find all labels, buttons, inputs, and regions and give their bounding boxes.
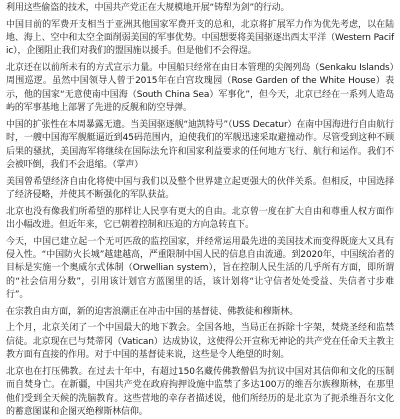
paragraph-8: 在宗教自由方面，新的迫害浪潮正在冲击中国的基督徒、佛教徒和穆斯林。 bbox=[6, 306, 299, 317]
paragraph-2: 中国目前的军费开支相当于亚洲其他国家军费开支的总和，北京将扩展军力作为优先考虑，以在陆地、海上、空中和太空全面削弱美国的军事优势。中国想要将美国驱逐出西太平洋（Western Pacific），企图阻止我们对我们的盟国施以援手。但是他们不会得逞。 bbox=[6, 19, 394, 57]
paragraph-3: 北京还在以前所未有的方式宣示力量。中国船只经常在由日本管理的尖阁列岛（Senkaku Islands）周围巡逻。虽然中国领导人曾于2015年在白宫玫瑰园（Rose Garden of the White House）表示，他的国家“无意使南中国海（South China Sea）军事化”，但今天，北京已经在一系列人造岛屿的军事基地上部署了先进的反舰和防空导弹。 bbox=[6, 63, 394, 114]
paragraph-10: 北京也在打压佛教。在过去十年中，有超过150名藏传佛教僧侣为抗议中国对其信仰和文化的压制而自焚身亡。在新疆，中国共产党在政府拘押设施中监禁了多达100万的维吾尔族穆斯林，在那里他们受到全天候的洗脑教育。这些营地的幸存者描述说，他们所经历的是北京为了扼杀维吾尔文化的蓄意图谋和企图灭绝穆斯林信仰。 bbox=[6, 366, 394, 418]
paragraph-1: 利用这些偷盗的技术，中国共产党正在大规模地开展“铸犁为剑”的行动。 bbox=[6, 3, 290, 13]
paragraph-9: 上个月，北京关闭了一个中国最大的地下教会。全国各地，当局正在拆除十字架，焚烧圣经和监禁信徒。北京现在已与梵蒂冈（Vatican）达成协议，这使得公开宣称无神论的共产党在任命天主教主教方面有直接的作用。对于中国的基督徒来说，这些是令人绝望的时刻。 bbox=[6, 323, 394, 361]
paragraph-4: 中国的扩张性在本周暴露无遗。当美国驱逐舰“迪凯特号”（USS Decatur）在南中国海进行自由航行时，一艘中国海军舰艇逼近到45码范围内，迫使我们的军舰迅速采取避撞动作。尽管受到这种不顾后果的骚扰，美国海军将继续在国际法允许和国家利益要求的任何地方飞行、航行和运作。我们不会被吓倒，我们不会退缩。（掌声） bbox=[6, 119, 394, 171]
paragraph-7: 今天，中国已建立起一个无可匹敌的监控国家，并经常运用最先进的美国技术而变得既庞大又具有侵入性。“中国防火长城”越建越高，严重限制中国人民的信息自由流通。到2020年，中国统治者的目标是实施一个奥威尔式体制（Orwellian system），旨在控制人民生活的几乎所有方面，即所谓的“社会信用分数”，引用该计划官方蓝图里的话，该计划将“让守信者处处受益、失信者寸步难行”。 bbox=[6, 236, 394, 301]
paragraph-6: 北京也没有像我们所希望的那样让人民享有更大的自由。北京曾一度在扩大自由和尊重人权方面作出小幅改进。但近年来，它已朝着控制和压迫的方向急转直下。 bbox=[6, 206, 394, 231]
paragraph-5: 美国曾希望经济自由化将使中国与我们以及整个世界建立起更强大的伙伴关系。但相反，中国选择了经济侵略，并使其不断强化的军队获益。 bbox=[6, 176, 394, 201]
